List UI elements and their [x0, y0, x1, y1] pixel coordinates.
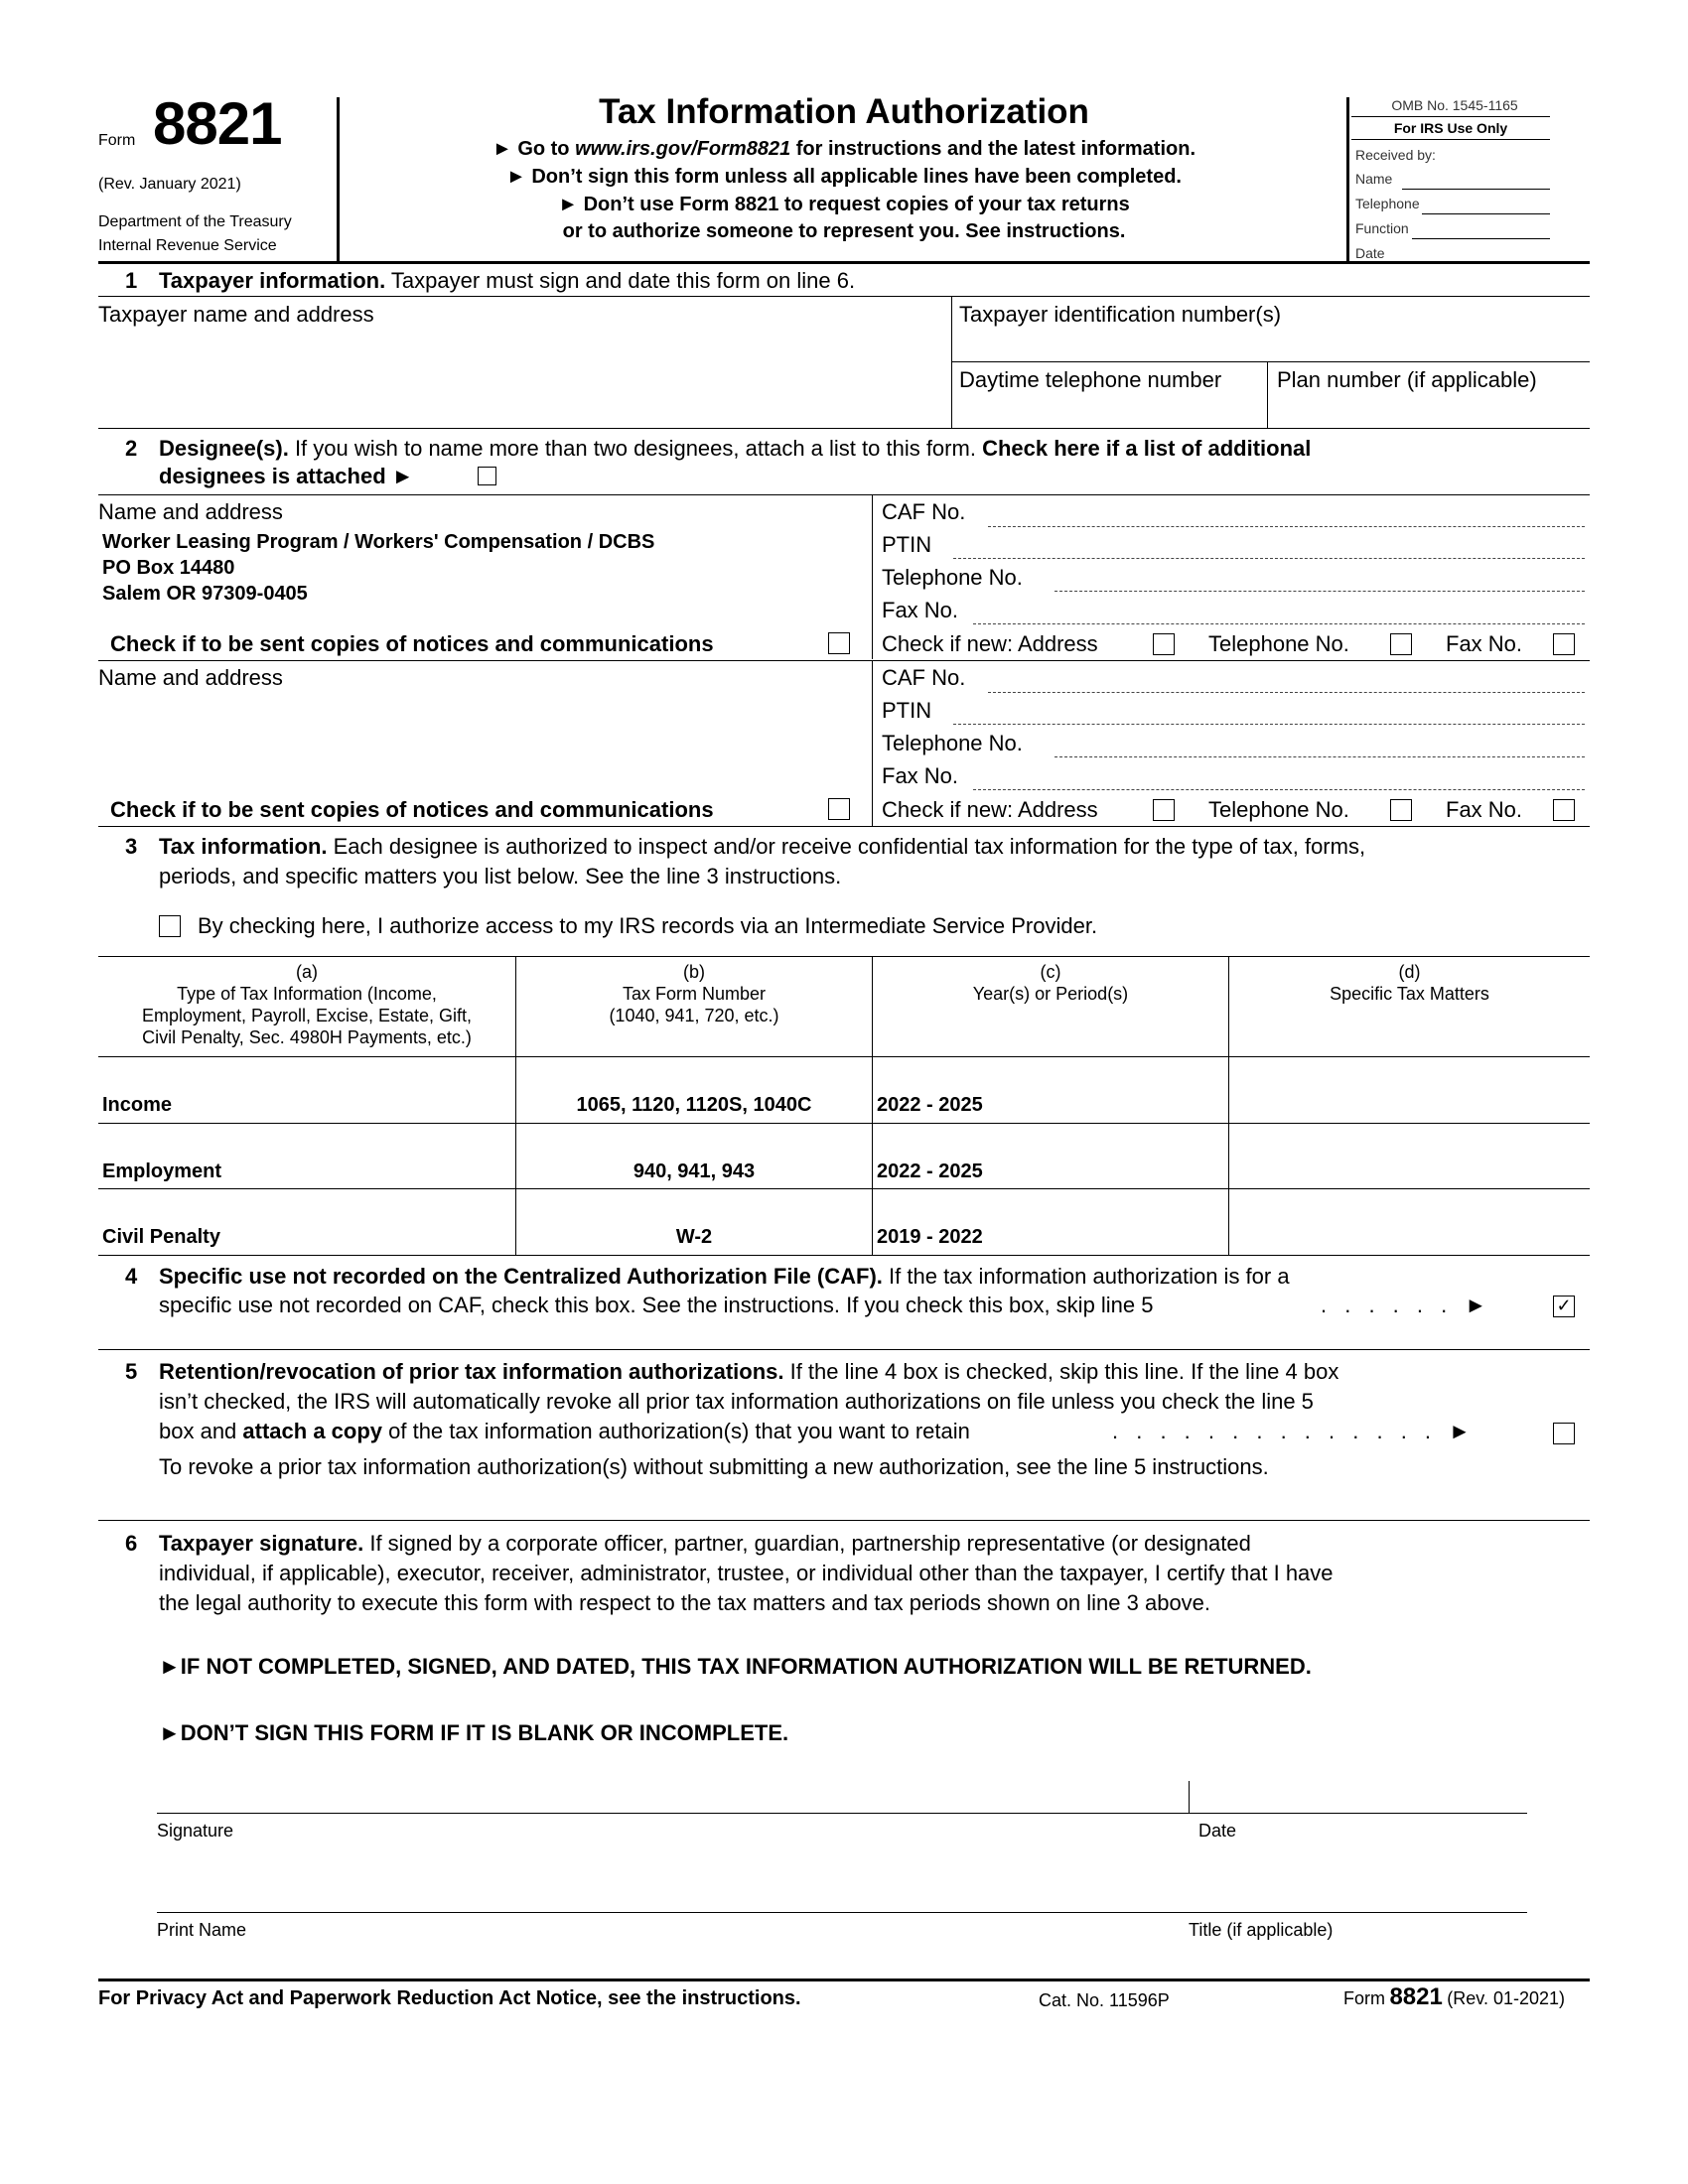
- table-row-rule-2: [98, 1188, 1590, 1189]
- section-3-bottom-rule: [98, 1255, 1590, 1256]
- privacy-notice: For Privacy Act and Paperwork Reduction Act Notice, see the instructions.: [98, 1987, 801, 2009]
- designee-1-fax-field[interactable]: [973, 623, 1585, 624]
- table-header-rule: [98, 1056, 1590, 1057]
- row-3-form[interactable]: W-2: [675, 1226, 713, 1248]
- section-1-bottom-rule: [98, 428, 1590, 429]
- section-5-bottom-rule: [98, 1520, 1590, 1521]
- title-label: Title (if applicable): [1189, 1920, 1334, 1940]
- designee-2-name-address-field[interactable]: [98, 695, 863, 794]
- page-title: Tax Information Authorization: [599, 92, 1089, 131]
- designee-1-new-address-checkbox[interactable]: [1153, 633, 1175, 655]
- designee-1-fax-label: Fax No.: [882, 598, 959, 622]
- designee-separator: [98, 660, 1590, 661]
- section-2-rule: [98, 494, 1590, 495]
- header-instruction-2: ► Don’t sign this form unless all applicable lines have been completed.: [506, 166, 1182, 188]
- designee-1-tel-label: Telephone No.: [882, 565, 1023, 590]
- signature-date-field[interactable]: [1192, 1773, 1524, 1811]
- column-header-a: (a) Type of Tax Information (Income, Employment, Payroll, Excise, Estate, Gift, Civil Penalty, Sec. 4980H Payments, etc.): [141, 962, 473, 1047]
- signature-date-divider: [1189, 1781, 1190, 1813]
- daytime-phone-field[interactable]: [959, 397, 1262, 425]
- irs-function-line: [1412, 238, 1550, 239]
- row-2-form[interactable]: 940, 941, 943: [633, 1160, 756, 1182]
- section-5-text-2: isn’t checked, the IRS will automatically revoke all prior tax information authorizations on file unless you check the line 5: [159, 1389, 1314, 1414]
- designee-1-name-line1: Worker Leasing Program / Workers' Compensation / DCBS: [102, 531, 655, 553]
- designee-1-name-line3: Salem OR 97309-0405: [102, 583, 308, 605]
- retain-authorizations-checkbox[interactable]: [1553, 1423, 1575, 1444]
- received-by-label: Received by:: [1355, 147, 1436, 163]
- taxpayer-name-address-label: Taxpayer name and address: [98, 302, 374, 327]
- section-5-text-3: box and attach a copy of the tax information authorization(s) that you want to retain: [159, 1419, 970, 1443]
- row-2-years[interactable]: 2022 - 2025: [877, 1160, 983, 1182]
- daytime-phone-label: Daytime telephone number: [959, 367, 1222, 392]
- irs-telephone-label: Telephone: [1355, 196, 1420, 211]
- designee-2-caf-label: CAF No.: [882, 665, 966, 690]
- section-4-bottom-rule: [98, 1349, 1590, 1350]
- designee-2-new-tel-checkbox[interactable]: [1390, 799, 1412, 821]
- designee-1-new-tel-checkbox[interactable]: [1390, 633, 1412, 655]
- designee-2-ptin-label: PTIN: [882, 698, 932, 723]
- warning-not-completed: ►IF NOT COMPLETED, SIGNED, AND DATED, THIS TAX INFORMATION AUTHORIZATION WILL BE RETURNED.: [159, 1654, 1312, 1679]
- revision-date: (Rev. January 2021): [98, 176, 241, 193]
- row-3-type[interactable]: Civil Penalty: [102, 1226, 220, 1248]
- section-5-text-4: To revoke a prior tax information authorization(s) without submitting a new authorization, see the line 5 instructions.: [159, 1454, 1269, 1479]
- designee-1-check-new-tel-label: Telephone No.: [1208, 631, 1349, 656]
- row-1-type[interactable]: Income: [102, 1094, 173, 1116]
- isp-label: By checking here, I authorize access to my IRS records via an Intermediate Service Provider.: [198, 913, 1098, 938]
- footer-rule: [98, 1979, 1590, 1981]
- section-2-heading-line2: designees is attached ►: [159, 464, 414, 488]
- irs-name-line: [1402, 189, 1550, 190]
- designee-1-ptin-label: PTIN: [882, 532, 932, 557]
- form-number: 8821: [153, 90, 282, 157]
- row-3-years[interactable]: 2019 - 2022: [877, 1226, 983, 1248]
- designee-1-vdivider: [872, 494, 873, 659]
- designee-1-name-label: Name and address: [98, 499, 283, 524]
- footer-form-id: Form 8821 (Rev. 01-2021): [1343, 1983, 1566, 2010]
- signature-line: [157, 1813, 1527, 1814]
- header-bottom-rule: [98, 261, 1590, 264]
- table-col-line-3: [1228, 956, 1229, 1255]
- designee-2-fax-field[interactable]: [973, 789, 1585, 790]
- section-4-text-2: specific use not recorded on CAF, check this box. See the instructions. If you check this box, skip line 5: [159, 1293, 1154, 1317]
- column-header-d: (d) Specific Tax Matters: [1330, 962, 1489, 1004]
- omb-rule: [1351, 116, 1550, 117]
- section-1-heading: Taxpayer information. Taxpayer must sign and date this form on line 6.: [159, 268, 856, 293]
- section-2-bottom-rule: [98, 826, 1590, 827]
- isp-checkbox[interactable]: [159, 915, 181, 937]
- section-3-number: 3: [125, 834, 138, 859]
- print-name-label: Print Name: [157, 1920, 247, 1940]
- table-col-line-2: [872, 956, 873, 1255]
- title-field[interactable]: [1192, 1876, 1524, 1910]
- irs-use-only: For IRS Use Only: [1393, 120, 1508, 136]
- designee-1-copies-label: Check if to be sent copies of notices and communications: [110, 631, 714, 656]
- section-1-rule: [98, 296, 1590, 297]
- section-4-text-1: Specific use not recorded on the Centralized Authorization File (CAF). If the tax information authorization is for a: [159, 1264, 1290, 1289]
- plan-number-field[interactable]: [1277, 397, 1585, 425]
- header-instruction-1: ► Go to www.irs.gov/Form8821 for instructions and the latest information.: [492, 138, 1196, 160]
- signature-date-label: Date: [1198, 1821, 1237, 1841]
- section-6-text-2: individual, if applicable), executor, receiver, administrator, trustee, or individual other than the taxpayer, I certify that I have: [159, 1561, 1334, 1585]
- designee-2-fax-label: Fax No.: [882, 763, 959, 788]
- section-3-text-2: periods, and specific matters you list below. See the line 3 instructions.: [159, 864, 842, 888]
- designee-2-tel-field[interactable]: [1055, 756, 1585, 757]
- section-6-number: 6: [125, 1531, 138, 1556]
- row-1-years[interactable]: 2022 - 2025: [877, 1094, 983, 1116]
- header-divider-right: [1346, 97, 1349, 261]
- print-name-line: [157, 1912, 1527, 1913]
- designee-1-caf-field[interactable]: [988, 526, 1585, 527]
- taxpayer-name-address-field[interactable]: [98, 332, 947, 426]
- designee-2-check-new-tel-label: Telephone No.: [1208, 797, 1349, 822]
- table-row-rule-1: [98, 1123, 1590, 1124]
- omb-number: OMB No. 1545-1165: [1391, 97, 1518, 113]
- signature-label: Signature: [157, 1821, 234, 1841]
- designee-2-copies-label: Check if to be sent copies of notices and communications: [110, 797, 714, 822]
- designee-2-new-address-checkbox[interactable]: [1153, 799, 1175, 821]
- designee-2-check-new-address-label: Check if new: Address: [882, 797, 1098, 822]
- section-4-number: 4: [125, 1264, 138, 1289]
- header-center: [343, 91, 1345, 244]
- irs-date-label: Date: [1355, 245, 1385, 261]
- section-5-leader: . . . . . . . . . . . . . . ►: [1112, 1419, 1477, 1443]
- designee-2-new-fax-checkbox[interactable]: [1553, 799, 1575, 821]
- designee-2-ptin-field[interactable]: [953, 724, 1585, 725]
- designee-1-copies-checkbox[interactable]: [828, 632, 850, 654]
- dept-line2: Internal Revenue Service: [98, 237, 277, 254]
- section-3-text-1: Tax information. Each designee is authorized to inspect and/or receive confidential tax information for the type of tax, forms,: [159, 834, 1366, 859]
- section-4-leader: . . . . . . ►: [1321, 1293, 1493, 1317]
- designee-1-name-line2: PO Box 14480: [102, 557, 235, 579]
- catalog-number: Cat. No. 11596P: [1039, 1990, 1170, 2010]
- taxpayer-tin-field[interactable]: [959, 332, 1585, 359]
- designee-2-tel-label: Telephone No.: [882, 731, 1023, 755]
- print-name-field[interactable]: [157, 1876, 1185, 1910]
- warning-dont-sign-blank: ►DON’T SIGN THIS FORM IF IT IS BLANK OR INCOMPLETE.: [159, 1720, 789, 1745]
- irs-use-rule: [1351, 139, 1550, 140]
- taxpayer-tin-label: Taxpayer identification number(s): [959, 302, 1282, 327]
- header-instruction-3: ► Don’t use Form 8821 to request copies of your tax returns: [558, 194, 1130, 215]
- plan-number-label: Plan number (if applicable): [1277, 367, 1537, 392]
- section-5-number: 5: [125, 1359, 138, 1384]
- section-6-text-3: the legal authority to execute this form with respect to the tax matters and tax periods shown on line 3 above.: [159, 1590, 1211, 1615]
- column-header-b: (b) Tax Form Number (1040, 941, 720, etc.): [609, 962, 779, 1025]
- additional-designees-checkbox[interactable]: [478, 467, 496, 485]
- designee-2-copies-checkbox[interactable]: [828, 798, 850, 820]
- phone-plan-divider: [1267, 361, 1268, 428]
- irs-function-label: Function: [1355, 220, 1409, 236]
- tin-bottom-rule: [951, 361, 1590, 362]
- designee-1-check-new-address-label: Check if new: Address: [882, 631, 1098, 656]
- row-2-type[interactable]: Employment: [102, 1160, 222, 1182]
- dept-line1: Department of the Treasury: [98, 213, 292, 230]
- irs-name-label: Name: [1355, 171, 1393, 187]
- column-header-c: (c) Year(s) or Period(s): [972, 962, 1129, 1004]
- designee-1-ptin-field[interactable]: [953, 558, 1585, 559]
- designee-2-check-new-fax-label: Fax No.: [1446, 797, 1523, 822]
- check-mark-icon: ✓: [1556, 1296, 1572, 1315]
- designee-2-vdivider: [872, 660, 873, 826]
- section-1-number: 1: [125, 268, 138, 293]
- signature-field[interactable]: [157, 1773, 1185, 1811]
- section-6-text-1: Taxpayer signature. If signed by a corporate officer, partner, guardian, partnership representative (or designated: [159, 1531, 1251, 1556]
- header-instruction-4: or to authorize someone to represent you. See instructions.: [562, 220, 1126, 242]
- designee-1-check-new-fax-label: Fax No.: [1446, 631, 1523, 656]
- designee-1-tel-field[interactable]: [1055, 591, 1585, 592]
- specific-use-checkbox[interactable]: [1553, 1296, 1575, 1317]
- tax-table-top-rule: [98, 956, 1590, 957]
- designee-1-new-fax-checkbox[interactable]: [1553, 633, 1575, 655]
- section-5-text-1: Retention/revocation of prior tax information authorizations. If the line 4 box is checked, skip this line. If the line 4 box: [159, 1359, 1339, 1384]
- section-2-number: 2: [125, 436, 138, 461]
- designee-2-caf-field[interactable]: [988, 692, 1585, 693]
- designee-1-caf-label: CAF No.: [882, 499, 966, 524]
- designee-2-name-label: Name and address: [98, 665, 283, 690]
- header-divider-left: [337, 97, 340, 261]
- irs-telephone-line: [1422, 213, 1550, 214]
- form-word: Form: [98, 132, 136, 149]
- section-2-heading: Designee(s). If you wish to name more than two designees, attach a list to this form. Check here if a list of additional: [159, 436, 1312, 461]
- row-1-form[interactable]: 1065, 1120, 1120S, 1040C: [576, 1094, 812, 1116]
